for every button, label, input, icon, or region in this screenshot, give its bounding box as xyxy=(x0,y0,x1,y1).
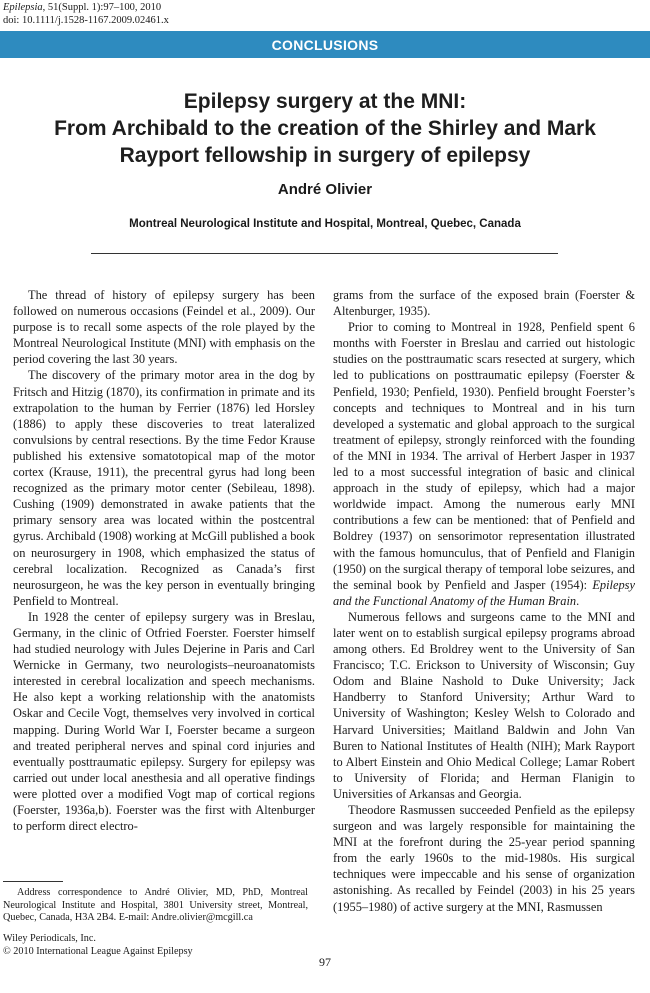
journal-citation xyxy=(3,1,169,27)
page-number: 97 xyxy=(319,955,331,969)
footnote-divider xyxy=(3,881,63,882)
paragraph-text: Prior to coming to Montreal in 1928, Penfield spent 6 months with Foerster in Breslau and carried out histologic studies on the posttraumatic scars resected at surgery, which led to publications on posttraumatic epilepsy (Foerster & Penfield, 1930; Penfield, 1930). Penfield brought Foerster’s concepts and techniques to Montreal and in his turn developed a systematic and global approach to the surgical treatment of epilepsy, strongly reinforced with the founding of the MNI in 1934. The arrival of Herbert Jasper in 1937 led to a most successful integration of basic and clinical approach in the study of epilepsy, which had a major worldwide impact. Among the numerous early MNI contributions a few can be mentioned: that of Penfield and Boldrey (1937) on sensorimotor representation illustrated with the famous homunculus, that of Penfield and Flanigin (1950) on the surgical therapy of temporal lobe seizures, and the seminal book by Penfield and Jasper (1954): xyxy=(333,320,635,592)
paragraph-end: . xyxy=(576,593,580,608)
section-banner-label: CONCLUSIONS xyxy=(271,36,379,53)
author-name: André Olivier xyxy=(277,181,373,198)
section-banner xyxy=(0,31,650,58)
body-paragraph: In 1928 the center of epilepsy surgery was in Breslau, Germany, in the clinic of Otfried Foerster. Foerster himself had studied neurology with Jules Dejerine in Paris and Carl Wernicke in Germany, two neurologists–neuroanatomists interested in cerebral localization and speech mechanisms. He also kept a working relationship with the anatomists Oskar and Cecile Vogt, themselves very involved in cortical mapping. During World War I, Foerster became a surgeon and treated peripheral nerves and spinal cord injuries and eventually posttraumatic epilepsy. Surgery for epilepsy was carried out under local anesthesia and all operative findings were plotted over a modified Vogt map of cortical regions (Foerster, 1936a,b). Foerster was the first with Altenburger to perform direct electro- xyxy=(13,609,315,834)
publisher-name: Wiley Periodicals, Inc. xyxy=(3,933,96,944)
title-line: Rayport fellowship in surgery of epilepsy xyxy=(119,144,531,167)
journal-volume: , 51(Suppl. 1):97–100, 2010 xyxy=(42,2,162,13)
body-paragraph: The discovery of the primary motor area in the dog by Fritsch and Hitzig (1870), its confirmation in primate and its extrapolation to the human by Ferrier (1876) led Horsley (1886) to apply these discoveries to treat lateralized convulsions by central resections. By the time Fedor Krause published his extensive somatotopical map of the motor cortex (Krause, 1911), the precentral gyrus had long been recognized as the primary motor center (Sebileau, 1898). Cushing (1909) demonstrated in awake patients that the primary sensory area was located within the postcentral gyrus. Archibald (1908) working at McGill published a book on neurosurgery in 1908, which emphasized the status of cerebral localization. Recognized as Canada’s first neurosurgeon, he was the key person in eventually bringing Penfield to Montreal. xyxy=(13,368,315,608)
title-line: Epilepsy surgery at the MNI: xyxy=(183,90,467,113)
journal-name: Epilepsia xyxy=(3,2,43,13)
body-column-right xyxy=(333,287,635,915)
title-line: From Archibald to the creation of the Shirley and Mark xyxy=(54,117,596,140)
book-title: Epilepsy and the Functional Anatomy of the Human Brain xyxy=(333,577,635,608)
journal-name-line xyxy=(3,1,169,14)
title-divider xyxy=(91,253,558,254)
body-paragraph: Numerous fellows and surgeons came to the MNI and later went on to establish surgical epilepsy programs abroad among others. Ed Broldrey went to the University of San Francisco; T.C. Erickson to University of Wisconsin; Guy Odom and Blaine Nashold to Duke University; Jack Handberry to Stanford University; Arthur Ward to University of Washington; Kesley Welsh to Colorado and Harvard Universities; Maitland Baldwin and John Van Buren to National Institutes of Health (NIH); Mark Rayport to Albert Einstein and Ohio Medical College; Lamar Robert to University of Florida; and Herman Flanigin to Universities of Arkansas and Georgia. xyxy=(333,609,635,801)
doi[interactable]: doi: 10.1111/j.1528-1167.2009.02461.x xyxy=(3,15,169,26)
author-affiliation: Montreal Neurological Institute and Hospital, Montreal, Quebec, Canada xyxy=(129,218,521,230)
body-paragraph: The thread of history of epilepsy surgery has been followed on numerous occasions (Feindel et al., 2009). Our purpose is to recall some aspects of the role played by the Montreal Neurological Institute (MNI) with emphasis on the period covering the last 30 years. xyxy=(13,288,315,367)
body-paragraph: Theodore Rasmussen succeeded Penfield as the epilepsy surgeon and was largely responsible for maintaining the MNI at the forefront during the 25-year period spanning from the early 1960s to the mid-1980s. His surgical techniques were impeccable and his sense of organization astonishing. As recalled by Feindel (2003) in his 25 years (1955–1980) of active surgery at the MNI, Rasmussen xyxy=(333,803,635,914)
copyright-notice: © 2010 International League Against Epilepsy xyxy=(3,945,193,957)
article-title xyxy=(20,88,630,169)
body-paragraph xyxy=(333,319,635,609)
correspondence-footnote: Address correspondence to André Olivier, MD, PhD, Montreal Neurological Institute and Hospital, 3801 University street, Montreal, Quebec, Canada, H3A 2B4. E-mail: Andre.olivier@mcgill.ca xyxy=(3,887,308,923)
body-paragraph-continued: grams from the surface of the exposed brain (Foerster & Altenburger, 1935). xyxy=(333,288,635,319)
body-column-left xyxy=(13,287,315,834)
